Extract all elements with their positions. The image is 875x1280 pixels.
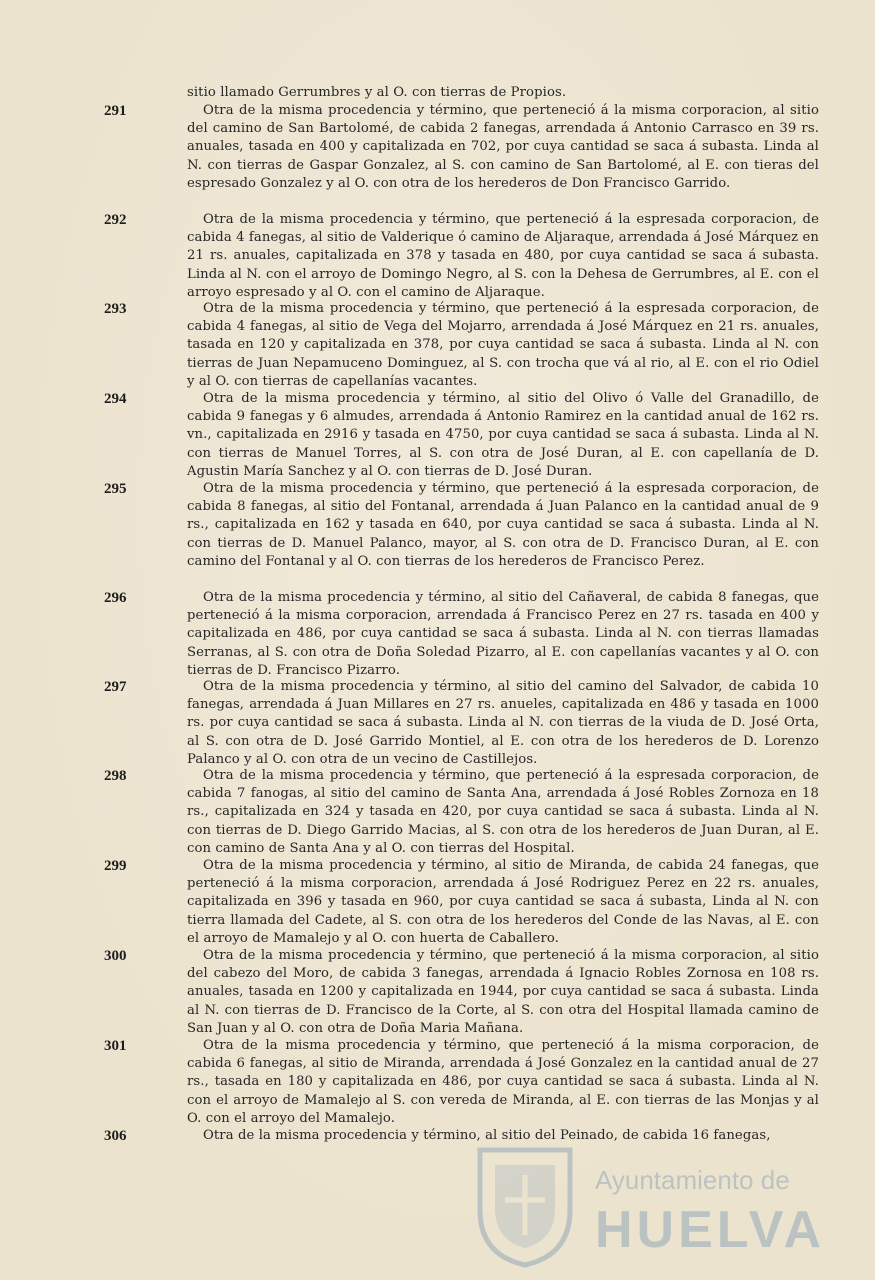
entry-number: 297 bbox=[104, 679, 127, 695]
entry-number: 300 bbox=[104, 948, 127, 964]
entry-number: 291 bbox=[104, 103, 127, 119]
entry-number: 298 bbox=[104, 768, 127, 784]
entry-number: 299 bbox=[104, 858, 127, 874]
entry-number: 296 bbox=[104, 590, 127, 606]
entry-text: Otra de la misma procedencia y término, que perteneció á la espresada corporacion, de cabida 7 fanogas, al sitio del camino de Santa Ana, arrendada á José Robles Zornoza en 18 rs., capitalizada en 324 y tasada en 420, por cuya cantidad se saca á subasta. Linda al N. con tierras de D. Diego Garrido Macias, al S. con otra de los herederos de Juan Duran, al E. con camino de Santa Ana y al O. con tierras del Hospital. bbox=[187, 768, 819, 856]
entry-text: Otra de la misma procedencia y término, que perteneció á la misma corporacion, al sitio del cabezo del Moro, de cabida 3 fanegas, arrendada á Ignacio Robles Zornosa en 108 rs. anuales, tasada en 1200 y capitalizada en 1944, por cuya cantidad se saca á subasta. Linda al N. con tierras de D. Francisco de la Corte, al S. con otra del Hospital llamada camino de San Juan y al O. con otra de Doña Maria Mañana. bbox=[187, 948, 819, 1036]
entry-text: Otra de la misma procedencia y término, al sitio de Miranda, de cabida 24 fanegas, que perteneció á la misma corporacion, arrendada á José Rodriguez Perez en 22 rs. anuales, capitalizada en 396 y tasada en 960, por cuya cantidad se saca á subasta, Linda al N. con tierra llamada del Cadete, al S. con otra de los herederos del Conde de las Navas, al E. con el arroyo de Mamalejo y al O. con huerta de Caballero. bbox=[187, 858, 819, 946]
entry-text: Otra de la misma procedencia y término, al sitio del Olivo ó Valle del Granadillo, de cabida 9 fanegas y 6 almudes, arrendada á Antonio Ramirez en la cantidad anual de 162 rs. vn., capitalizada en 2916 y tasada en 4750, por cuya cantidad se saca á subasta. Linda al N. con tierras de Manuel Torres, al S. con otra de José Duran, al E. con capellanía de D. Agustin María Sanchez y al O. con tierras de D. José Duran. bbox=[187, 391, 819, 479]
watermark bbox=[470, 1140, 826, 1270]
coat-of-arms-icon bbox=[470, 1140, 580, 1270]
entry-text: Otra de la misma procedencia y término, que perteneció á la misma corporacion, al sitio del camino de San Bartolomé, de cabida 2 fanegas, arrendada á Antonio Carrasco en 39 rs. anuales, tasada en 400 y capitalizada en 702, por cuya cantidad se saca á subasta. Linda al N. con tierras de Gaspar Gonzalez, al S. con camino de San Bartolomé, al E. con tieras del espresado Gonzalez y al O. con otra de los herederos de Don Francisco Garrido. bbox=[187, 103, 819, 191]
entry-text: Otra de la misma procedencia y término, que perteneció á la espresada corporacion, de cabida 4 fanegas, al sitio de Valderique ó camino de Aljaraque, arrendada á José Márquez en 21 rs. anuales, capitalizada en 378 y tasada en 480, por cuya cantidad se saca á subasta. Linda al N. con el arroyo de Domingo Negro, al S. con la Dehesa de Gerrumbres, al E. con el arroyo espresado y al O. con el camino de Aljaraque. bbox=[187, 212, 819, 300]
entry-text: Otra de la misma procedencia y término, que perteneció á la misma corporacion, de cabida 6 fanegas, al sitio de Miranda, arrendada á José Gonzalez en la cantidad anual de 27 rs., tasada en 180 y capitalizada en 486, por cuya cantidad se saca á subasta. Linda al N. con el arroyo de Mamalejo al S. con vereda de Miranda, al E. con tierras de las Monjas y al O. con el arroyo del Mamalejo. bbox=[187, 1038, 819, 1126]
entry-number: 292 bbox=[104, 212, 127, 228]
entry-number: 301 bbox=[104, 1038, 127, 1054]
entry-number: 294 bbox=[104, 391, 127, 407]
entry-number: 295 bbox=[104, 481, 127, 497]
entry-number: 293 bbox=[104, 301, 127, 317]
entry-text: Otra de la misma procedencia y término, al sitio del Cañaveral, de cabida 8 fanegas, que perteneció á la misma corporacion, arrendada á Francisco Perez en 27 rs. tasada en 400 y capitalizada en 486, por cuya cantidad se saca á subasta. Linda al N. con tierras llamadas Serranas, al S. con otra de Doña Soledad Pizarro, al E. con capellanías vacantes y al O. con tierras de D. Francisco Pizarro. bbox=[187, 590, 819, 678]
watermark-line2: HUELVA bbox=[595, 1201, 826, 1259]
entry-number: 306 bbox=[104, 1128, 127, 1144]
entry-text: Otra de la misma procedencia y término, al sitio del camino del Salvador, de cabida 10 fanegas, arrendada á Juan Millares en 27 rs. anueles, capitalizada en 486 y tasada en 1000 rs. por cuya cantidad se saca á subasta. Linda al N. con tierras de la viuda de D. José Orta, al S. con otra de D. José Garrido Montiel, al E. con otra de los herederos de D. Lorenzo Palanco y al O. con otra de un vecino de Castillejos. bbox=[187, 679, 819, 767]
entry-text: sitio llamado Gerrumbres y al O. con tierras de Propios. bbox=[187, 85, 567, 100]
entry-text: Otra de la misma procedencia y término, que perteneció á la espresada corporacion, de cabida 4 fanegas, al sitio de Vega del Mojarro, arrendada á José Márquez en 21 rs. anuales, tasada en 120 y capitalizada en 378, por cuya cantidad se saca á subasta. Linda al N. con tierras de Juan Nepamuceno Dominguez, al S. con trocha que vá al rio, al E. con el rio Odiel y al O. con tierras de capellanías vacantes. bbox=[187, 301, 819, 389]
entry-text: Otra de la misma procedencia y término, al sitio del Peinado, de cabida 16 fanegas, bbox=[203, 1128, 771, 1143]
watermark-line1: Ayuntamiento de bbox=[595, 1165, 790, 1195]
entry-text: Otra de la misma procedencia y término, que perteneció á la espresada corporacion, de cabida 8 fanegas, al sitio del Fontanal, arrendada á Juan Palanco en la cantidad anual de 9 rs., capitalizada en 162 y tasada en 640, por cuya cantidad se saca á subasta. Linda al N. con tierras de D. Manuel Palanco, mayor, al S. con otra de D. Francisco Duran, al E. con camino del Fontanal y al O. con tierras de los herederos de Francisco Perez. bbox=[187, 481, 819, 569]
